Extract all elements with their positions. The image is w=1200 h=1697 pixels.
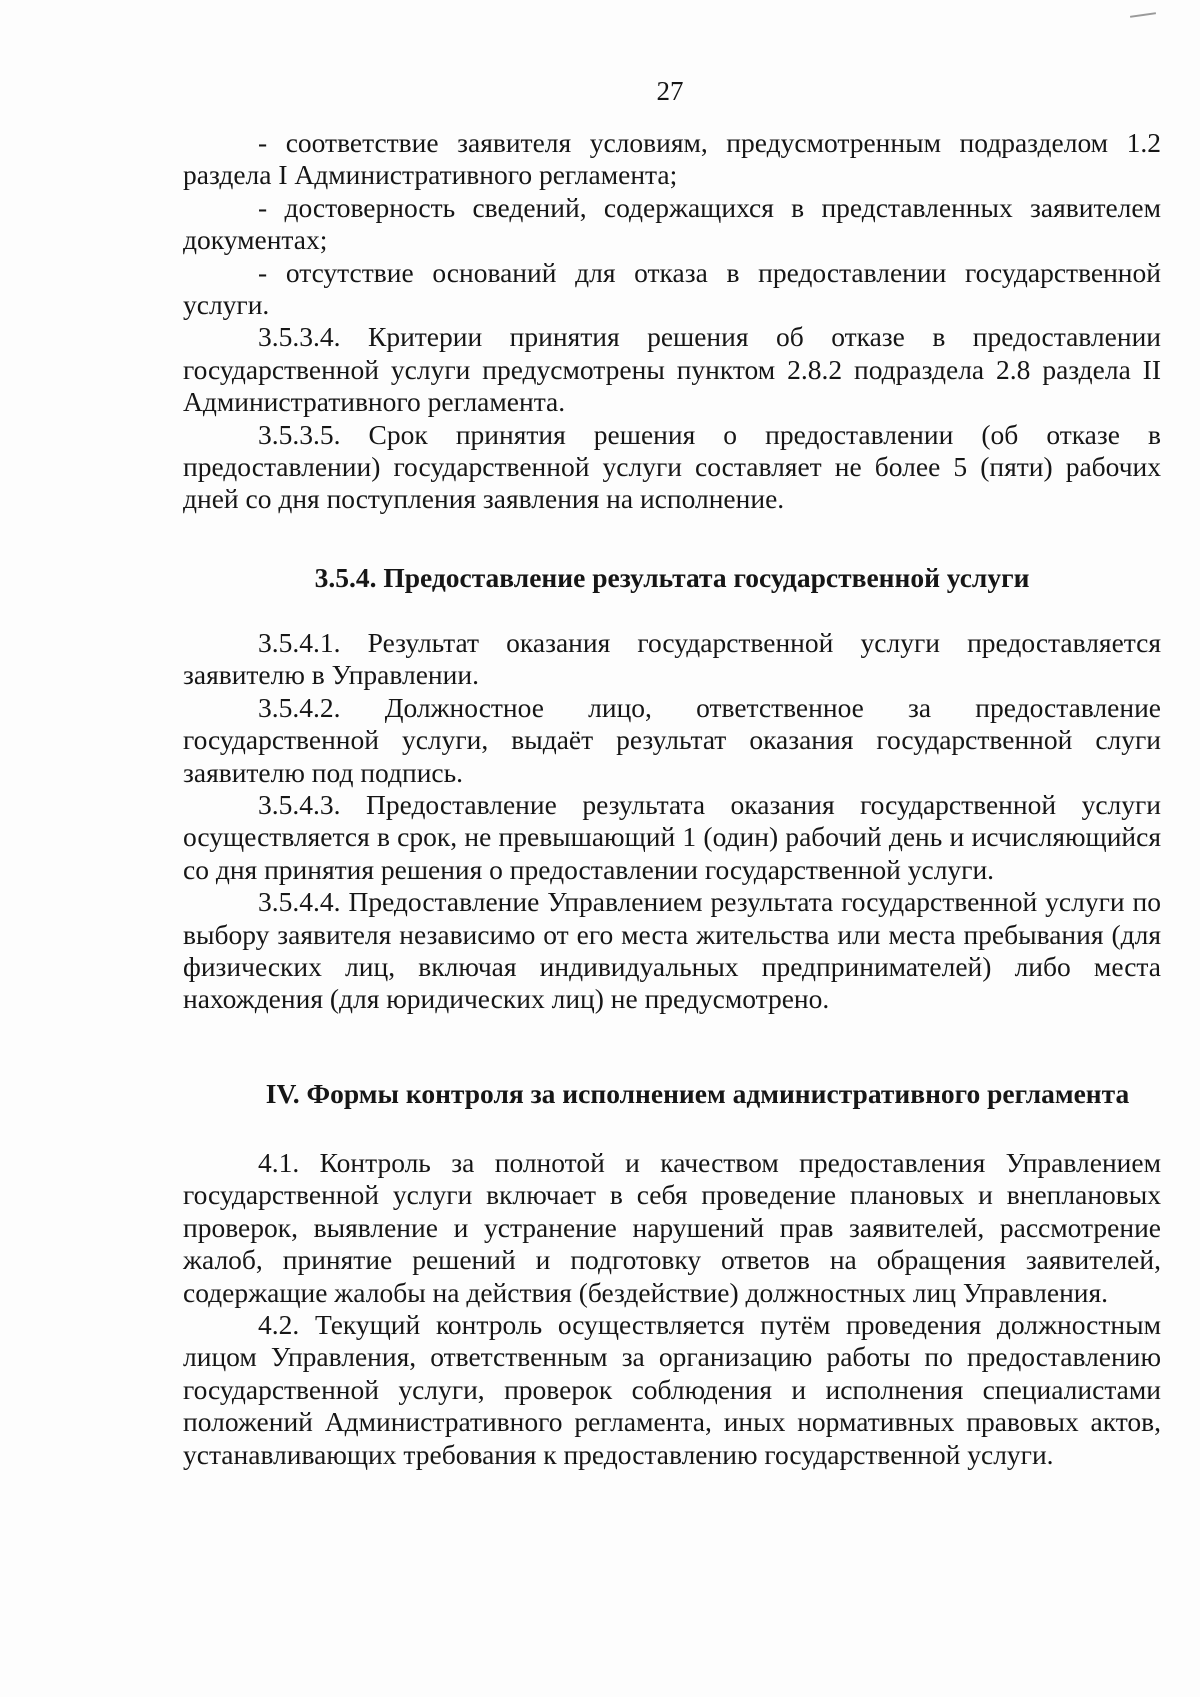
paragraph: - достоверность сведений, содержащихся в представленных заявителем документах;: [183, 191, 1161, 256]
paragraph: 3.5.4.4. Предоставление Управлением результата государственной услуги по выбору заявителя независимо от его места жительства или места пребывания (для физических лиц, включая индивидуальных предпринимателей) либо места нахождения (для юридических лиц) не предусмотрено.: [183, 886, 1161, 1015]
paragraph: 3.5.4.2. Должностное лицо, ответственное за предоставление государственной услуги, выдаёт результат оказания государственной слуги заявителю под подпись.: [183, 691, 1161, 788]
section-heading-3-5-4: 3.5.4. Предоставление результата государственной услуги: [314, 562, 1030, 593]
paragraph: 4.1. Контроль за полнотой и качеством предоставления Управлением государственной услуги включает в себя проведение плановых и внеплановых проверок, выявление и устранение нарушений прав заявителей, рассмотрение жалоб, принятие решений и подготовку ответов на обращения заявителей, содержащие жалобы на действия (бездействие) должностных лиц Управления.: [183, 1147, 1161, 1308]
section-iv-text: [183, 1147, 1161, 1471]
section-heading-iv: IV. Формы контроля за исполнением административного регламента: [265, 1078, 1130, 1109]
paragraph: - соответствие заявителя условиям, предусмотренным подразделом 1.2 раздела I Административного регламента;: [183, 127, 1161, 191]
paragraph: 4.2. Текущий контроль осуществляется путём проведения должностным лицом Управления, ответственным за организацию работы по предоставлению государственной услуги, проверок соблюдения и исполнения специалистами положений Административного регламента, иных нормативных правовых актов, устанавливающих требования к предоставлению государственной услуги.: [183, 1309, 1161, 1470]
paragraph: 3.5.3.5. Срок принятия решения о предоставлении (об отказе в предоставлении) государственной услуги составляет не более 5 (пяти) рабочих дней со дня поступления заявления на исполнение.: [183, 418, 1161, 515]
paragraph: - отсутствие оснований для отказа в предоставлении государственной услуги.: [183, 256, 1161, 321]
page-number: 27: [656, 76, 684, 106]
scan-artifact: [1130, 12, 1156, 18]
section-3-5-4-text: [183, 627, 1161, 1016]
paragraph: 3.5.4.3. Предоставление результата оказания государственной услуги осуществляется в срок, не превышающий 1 (один) рабочий день и исчисляющийся со дня принятия решения о предоставлении государственной услуги.: [183, 789, 1161, 885]
section-3-5-3-text: [183, 127, 1161, 516]
paragraph: 3.5.4.1. Результат оказания государственной услуги предоставляется заявителю в Управлении.: [183, 627, 1161, 691]
paragraph: 3.5.3.4. Критерии принятия решения об отказе в предоставлении государственной услуги предусмотрены пунктом 2.8.2 подраздела 2.8 раздела II Административного регламента.: [183, 321, 1161, 418]
